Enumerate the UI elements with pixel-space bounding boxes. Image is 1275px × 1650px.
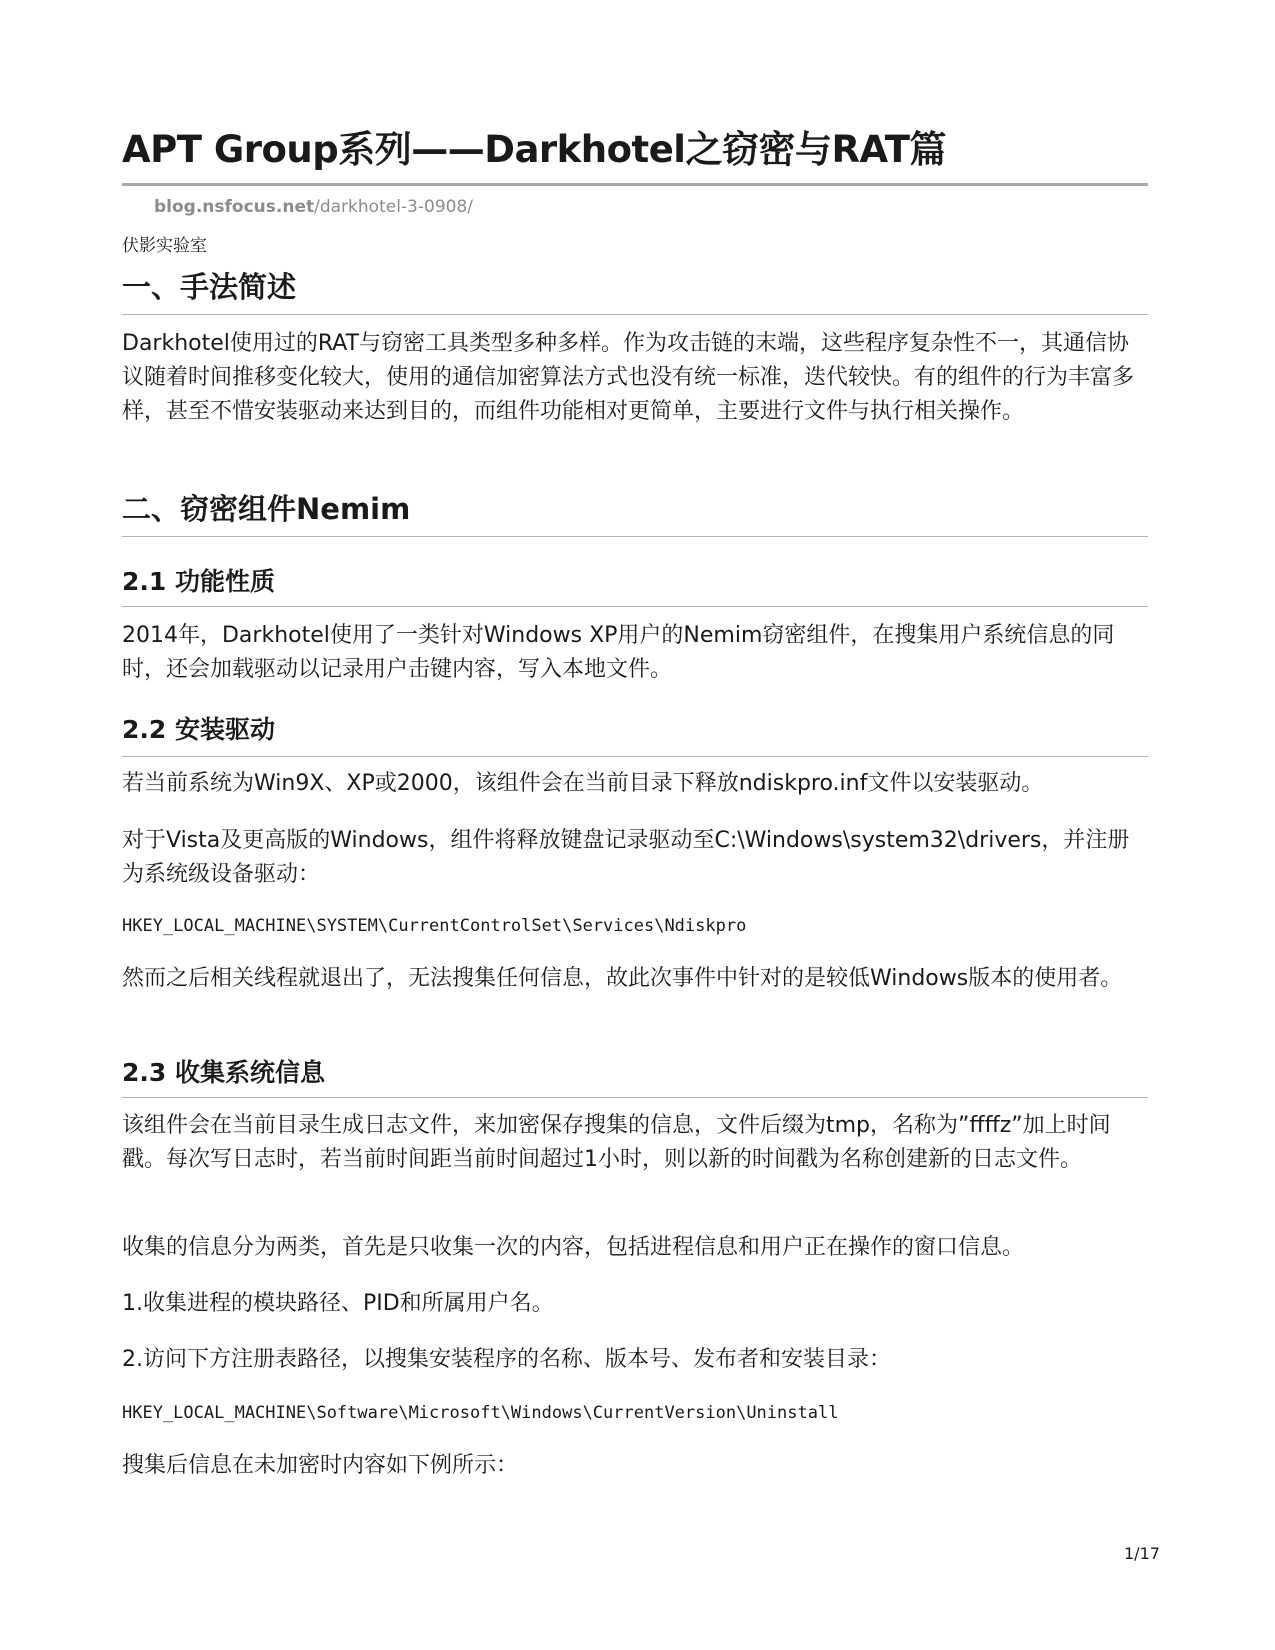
source-path: /darkhotel-3-0908/ [314, 197, 473, 217]
section-2-2-divider [122, 756, 1148, 757]
section-2-divider [122, 536, 1148, 537]
uninstall-registry-code: HKEY_LOCAL_MACHINE\Software\Microsoft\Windows\CurrentVersion\Uninstall [122, 1403, 839, 1423]
section-2-3-heading: 2.3 收集系统信息 [122, 1058, 325, 1087]
section-2-heading: 二、窃密组件Nemim [122, 492, 411, 526]
section-2-1-paragraph: 2014年，Darkhotel使用了一类针对Windows XP用户的Nemim窃密组件，在搜集用户系统信息的同时，还会加载驱动以记录用户击键内容，写入本地文件。 [122, 623, 1115, 682]
section-2-3-paragraph-3: 1.收集进程的模块路径、PID和所属用户名。 [122, 1291, 554, 1316]
section-2-1-heading: 2.1 功能性质 [122, 567, 275, 596]
source-url[interactable] [154, 194, 473, 220]
section-2-3-divider [122, 1097, 1148, 1098]
page-title: APT Group系列——Darkhotel之窃密与RAT篇 [122, 128, 946, 171]
section-2-3-paragraph-4: 2.访问下方注册表路径，以搜集安装程序的名称、版本号、发布者和安装目录： [122, 1347, 891, 1372]
section-2-3-paragraph-5: 搜集后信息在未加密时内容如下例所示： [122, 1453, 519, 1478]
section-1-divider [122, 314, 1148, 315]
section-2-1-divider [122, 606, 1148, 607]
section-2-3-paragraph-1: 该组件会在当前目录生成日志文件，来加密保存搜集的信息，文件后缀为tmp，名称为”ffffz”加上时间戳。每次写日志时，若当前时间距当前时间超过1小时，则以新的时间戳为名称创建新的日志文件。 [122, 1113, 1111, 1172]
section-2-2-paragraph-3: 然而之后相关线程就退出了，无法搜集任何信息，故此次事件中针对的是较低Windows版本的使用者。 [122, 966, 1123, 991]
section-1-heading: 一、手法简述 [122, 270, 297, 304]
section-2-2-paragraph-1: 若当前系统为Win9X、XP或2000，该组件会在当前目录下释放ndiskpro.inf文件以安装驱动。 [122, 771, 1044, 796]
section-2-3-paragraph-2: 收集的信息分为两类，首先是只收集一次的内容，包括进程信息和用户正在操作的窗口信息。 [122, 1235, 1025, 1260]
author-name: 伏影实验室 [122, 236, 207, 256]
section-2-2-heading: 2.2 安装驱动 [122, 715, 275, 744]
section-2-2-paragraph-2: 对于Vista及更高版的Windows，组件将释放键盘记录驱动至C:\Windows\system32\drivers，并注册为系统级设备驱动： [122, 828, 1130, 887]
section-1-paragraph: Darkhotel使用过的RAT与窃密工具类型多种多样。作为攻击链的末端，这些程序复杂性不一，其通信协议随着时间推移变化较大，使用的通信加密算法方式也没有统一标准，迭代较快。有的组件的行为丰富多样，甚至不惜安装驱动来达到目的，而组件功能相对更简单，主要进行文件与执行相关操作。 [122, 331, 1135, 424]
title-divider [122, 183, 1148, 186]
page-number: 1/17 [1124, 1544, 1160, 1563]
registry-path-code: HKEY_LOCAL_MACHINE\SYSTEM\CurrentControlSet\Services\Ndiskpro [122, 916, 747, 936]
source-domain: blog.nsfocus.net [154, 197, 315, 217]
